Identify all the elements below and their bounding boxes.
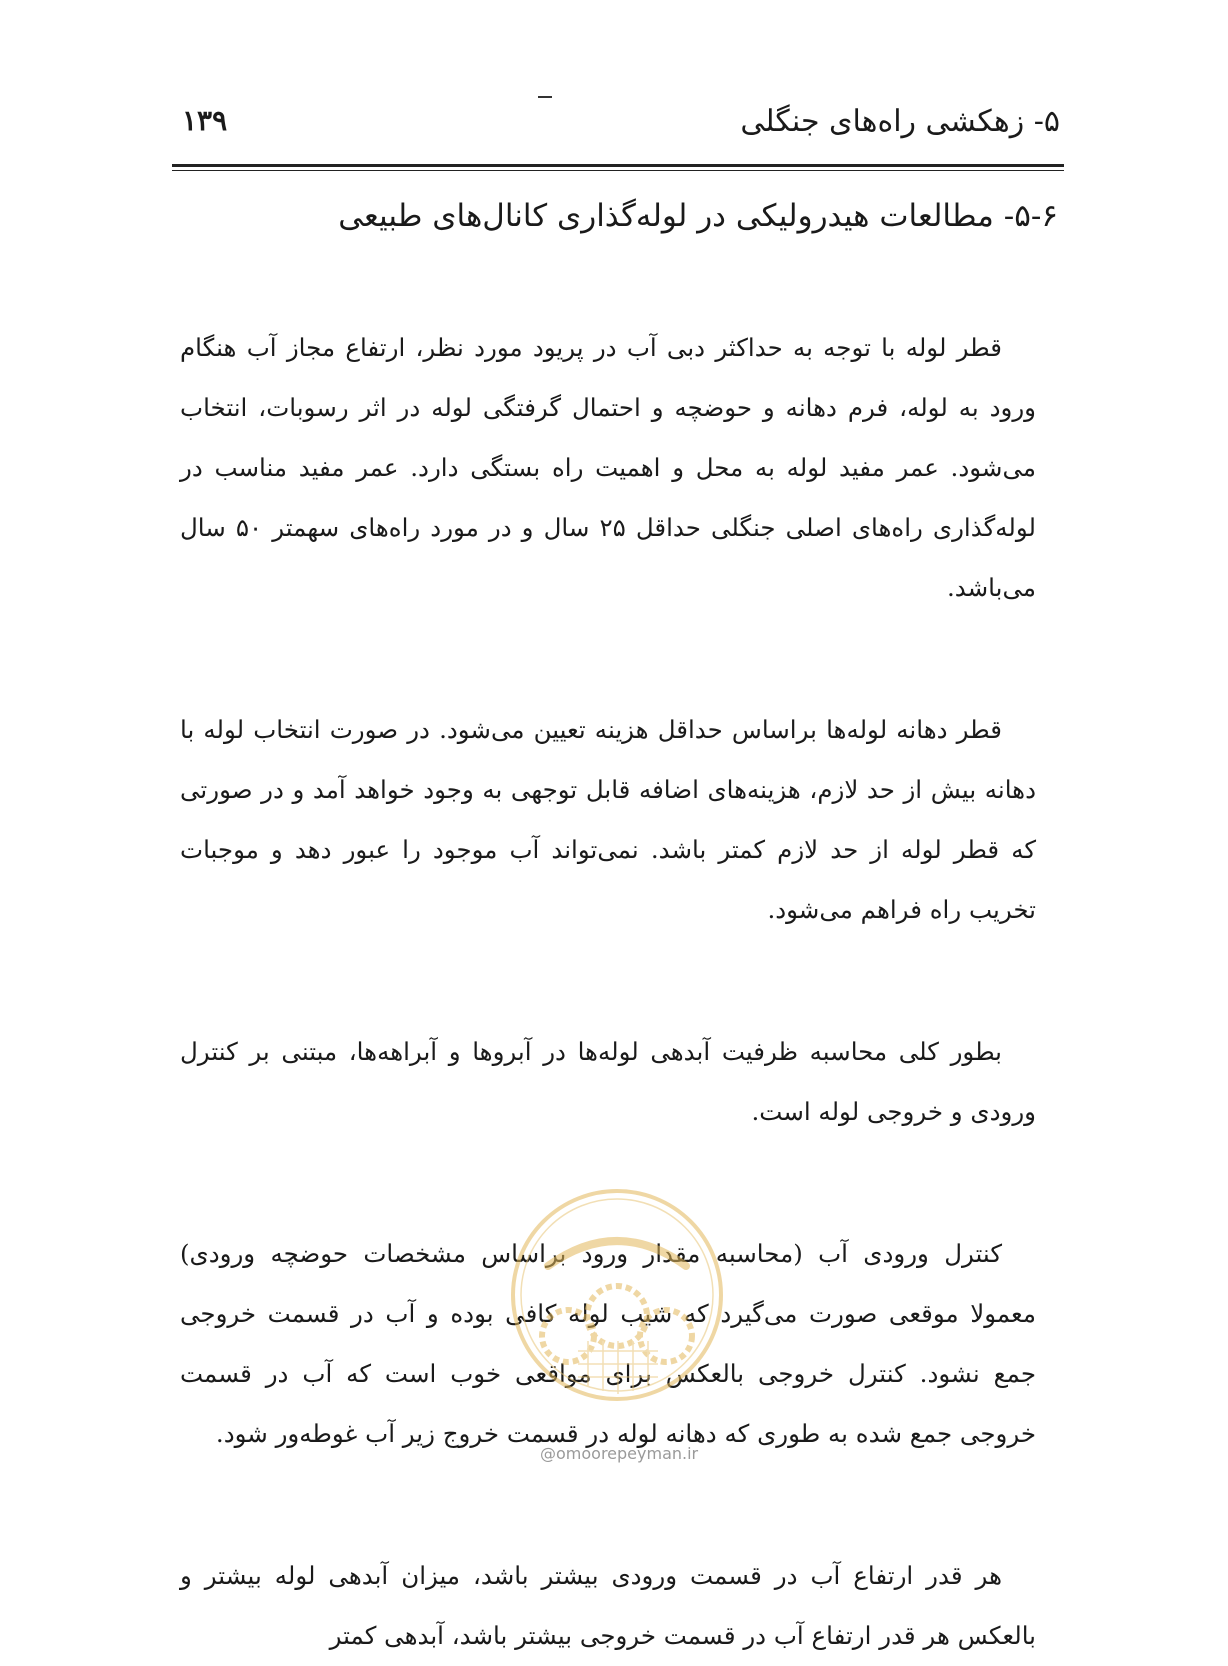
paragraph-inlet-outlet-control: کنترل ورودی آب (محاسبه مقدار ورود براساس مشخصات حوضچه ورودی) معمولا موقعی صورت می‌گیرد که شیب لوله کافی بوده و آب در قسمت خروجی جمع نشود. کنترل خروجی بالعکس برای مواقعی خوب است که آب در قسمت خروجی جمع شده به طوری که دهانه لوله در قسمت خروج زیر آب غوطه‌ور شود. <box>180 1239 1036 1448</box>
header-rule-thin <box>172 170 1064 171</box>
header-rule-thick <box>172 164 1064 167</box>
page-number: ۱۳۹ <box>182 104 228 137</box>
paragraph-water-height: هر قدر ارتفاع آب در قسمت ورودی بیشتر باشد، میزان آبدهی لوله بیشتر و بالعکس هر قدر ارتفاع آب در قسمت خروجی بیشتر باشد، آبدهی کمتر <box>180 1561 1036 1650</box>
body-text <box>180 318 1036 1666</box>
watermark-seal-icon <box>508 1186 726 1404</box>
section-heading: ۵-۶- مطالعات هیدرولیکی در لوله‌گذاری کانال‌های طبیعی <box>338 198 1058 234</box>
header-mark <box>538 96 552 98</box>
chapter-title: ۵- زهکشی راه‌های جنگلی <box>740 104 1060 139</box>
paragraph-capacity: بطور کلی محاسبه ظرفیت آبدهی لوله‌ها در آبروها و آبراهه‌ها، مبتنی بر کنترل ورودی و خروجی لوله است. <box>180 1037 1036 1126</box>
running-header <box>172 104 1060 148</box>
paragraph-pipe-diameter: قطر لوله با توجه به حداکثر دبی آب در پریود مورد نظر، ارتفاع مجاز آب هنگام ورود به لوله، فرم دهانه و حوضچه و احتمال گرفتگی لوله در اثر رسوبات، انتخاب می‌شود. عمر مفید لوله به محل و اهمیت راه بستگی دارد. عمر مفید مناسب در لوله‌گذاری راه‌های اصلی جنگلی حداقل ۲۵ سال و در مورد راه‌های سهمتر ۵۰ سال می‌باشد. <box>180 333 1036 602</box>
paragraph-opening-cost: قطر دهانه لوله‌ها براساس حداقل هزینه تعیین می‌شود. در صورت انتخاب لوله با دهانه بیش از حد لازم، هزینه‌های اضافه قابل توجهی به وجود خواهد آمد و در صورتی که قطر لوله از حد لازم کمتر باشد. نمی‌تواند آب موجود را عبور دهد و موجبات تخریب راه فراهم می‌شود. <box>180 715 1036 924</box>
watermark-url: @omoorepeyman.ir <box>540 1444 699 1463</box>
